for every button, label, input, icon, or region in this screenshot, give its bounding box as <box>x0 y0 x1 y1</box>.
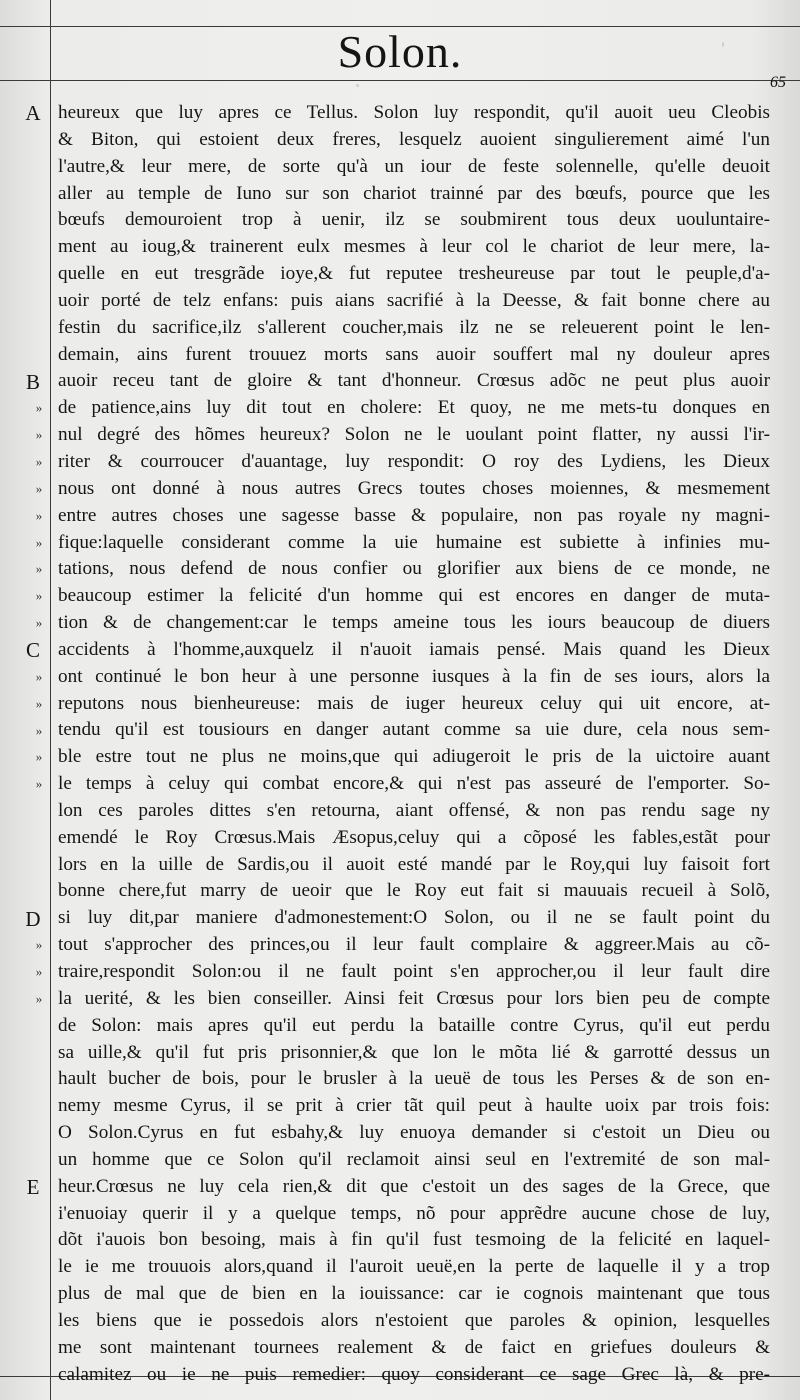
text-line: demain, ains furent trouuez morts sans auoir souffert mal ny douleur apres <box>58 343 770 365</box>
margin-quote-mark: » <box>35 454 43 470</box>
text-line: lors en la uille de Sardis,ou il auoit esté mandé par le Roy,qui luy faisoit fort <box>58 853 770 875</box>
text-line: aller au temple de Iuno sur son chariot trainné par des bœufs, pource que les <box>58 182 770 204</box>
body-text <box>58 100 770 1389</box>
text-line: O Solon.Cyrus en fut esbahy,& luy enuoya demander si c'estoit un Dieu ou <box>58 1122 770 1144</box>
running-head: Solon. <box>337 26 463 77</box>
text-line: calamitez ou ie ne puis remedier: quoy considerant ce sage Grec là, & pre- <box>58 1363 770 1385</box>
margin-quote-mark: » <box>35 964 43 980</box>
text-line: accidents à l'homme,auxquelz il n'auoit iamais pensé. Mais quand les Dieux <box>58 638 770 660</box>
text-line: ble estre tout ne plus ne moins,que qui adiugeroit le pris de la uictoire auant <box>58 746 770 768</box>
text-line: lon ces paroles dittes s'en retourna, aiant offensé, & non pas rendu sage ny <box>58 799 770 821</box>
margin-quote-mark: » <box>35 991 43 1007</box>
text-line: tendu qu'il est tousiours en danger autant comme sa uie dure, cela nous sem- <box>58 719 770 741</box>
text-line: heureux que luy apres ce Tellus. Solon luy respondit, qu'il auoit ueu Cleobis <box>58 102 770 123</box>
text-line: traire,respondit Solon:ou il ne fault point s'en approcher,ou il leur fault dire <box>58 961 770 982</box>
margin-quote-mark: » <box>35 588 43 604</box>
margin-quote-mark: » <box>35 695 43 711</box>
text-line: tations, nous defend de nous confier ou glorifier aux biens de ce monde, ne <box>58 558 770 580</box>
margin-rule <box>50 0 51 1400</box>
margin-quote-mark: » <box>35 507 43 523</box>
text-line: la uerité, & les bien conseiller. Ainsi feit Crœsus pour lors bien peu de compte <box>58 987 770 1009</box>
text-line: fique:laquelle considerant comme la uie humaine est subiette à infinies mu- <box>58 531 770 553</box>
print-speck <box>722 42 724 47</box>
text-line: bœufs demouroient trop à uenir, ilz se soubmirent tous deux uouluntaire- <box>58 209 770 231</box>
print-speck <box>356 84 359 87</box>
text-line: le temps à celuy qui combat encore,& qui n'est pas asseuré de l'emporter. So- <box>58 773 770 795</box>
text-line: hault bucher de bois, pour le brusler à la ueuë de tous les Perses & de son en- <box>58 1068 770 1090</box>
margin-quote-mark: » <box>35 427 43 443</box>
text-line: tion & de changement:car le temps ameine tous les iours beaucoup de diuers <box>58 612 770 634</box>
margin-quote-mark: » <box>35 776 43 792</box>
text-line: auoir receu tant de gloire & tant d'honneur. Crœsus adõc ne peut plus auoir <box>58 370 770 392</box>
margin-quote-mark: » <box>35 561 43 577</box>
margin-quote-mark: » <box>35 668 43 684</box>
margin-section-letter: B <box>25 369 40 394</box>
margin-quote-mark: » <box>35 722 43 738</box>
text-line: l'autre,& leur mere, de sorte qu'à un iour de feste solennelle, qu'elle deuoit <box>58 155 770 177</box>
text-line: festin du sacrifice,ilz s'allerent coucher,mais ilz ne se releuerent point le len- <box>58 316 770 338</box>
margin-section-letter: A <box>25 101 41 125</box>
text-line: nemy mesme Cyrus, il se prit à crier tãt quil peut à haulte uoix par trois fois: <box>58 1095 770 1117</box>
text-line: entre autres choses une sagesse basse & populaire, non pas royale ny magni- <box>58 504 770 526</box>
text-line: heur.Crœsus ne luy cela rien,& dit que c'estoit un des sages de la Grece, que <box>58 1175 770 1197</box>
margin-section-letter: E <box>26 1175 40 1199</box>
text-line: de Solon: mais apres qu'il eut perdu la bataille contre Cyrus, qu'il eut perdu <box>58 1014 770 1036</box>
text-line: ont continué le bon heur à une personne iusques à la fin de ses iours, alors la <box>58 665 770 687</box>
text-line: riter & courroucer d'auantage, luy respondit: O roy des Lydiens, les Dieux <box>58 450 770 472</box>
margin-quote-mark: » <box>35 749 43 765</box>
text-line: bonne chere,fut marry de ueoir que le Roy eut fait si mauuais recueil à Solõ, <box>58 880 770 902</box>
text-line: beaucoup estimer la felicité d'un homme qui est encores en danger de muta- <box>58 585 770 607</box>
text-line: les biens que ie possedois alors n'estoient que paroles & opinion, lesquelles <box>58 1309 770 1331</box>
text-line: sa uille,& qu'il fut pris prisonnier,& que lon le mõta lié & garrotté dessus un <box>58 1041 770 1063</box>
text-line: i'enuoiay querir il y a quelque temps, nõ pour apprẽdre aucune chose de luy, <box>58 1202 770 1224</box>
text-line: quelle en eut tresgrãde ioye,& fut reputee tresheureuse par tout le peuple,d'a- <box>58 263 770 285</box>
margin-quote-mark: » <box>35 534 43 550</box>
text-line: nul degré des hõmes heureux? Solon ne le uoulant point flatter, ny aussi l'ir- <box>58 424 770 446</box>
text-line: dõt i'auois bon besoing, mais à fin qu'il fust tesmoing de la felicité en laquel- <box>58 1229 770 1251</box>
text-line: le ie me trouuois alors,quand il l'auroit ueuë,en la perte de laquelle il y a trop <box>58 1256 770 1278</box>
text-line: reputons nous bienheureuse: mais de iuger heureux celuy qui uit encore, at- <box>58 692 770 714</box>
text-line: ment au ioug,& trainerent eulx mesmes à leur col le chariot de leur mere, la- <box>58 236 770 258</box>
text-line: emendé le Roy Crœsus.Mais Æsopus,celuy qui a cõposé les fables,estãt pour <box>58 826 770 848</box>
text-line: de patience,ains luy dit tout en cholere: Et quoy, ne me mets-tu donques en <box>58 397 770 419</box>
margin-section-letter: C <box>25 638 40 662</box>
margin-section-letter: D <box>25 906 41 931</box>
folio-number: 65 <box>770 74 786 91</box>
margin-quote-mark: » <box>35 480 43 496</box>
text-line: si luy dit,par maniere d'admonestement:O Solon, ou il ne se fault point du <box>58 907 770 929</box>
text-line: uoir porté de telz enfans: puis aians sacrifié à la Deesse, & fait bonne chere au <box>58 289 770 311</box>
margin-quote-mark: » <box>35 400 43 416</box>
text-line: tout s'approcher des princes,ou il leur fault complaire & aggreer.Mais au cõ- <box>58 934 770 956</box>
text-line: & Biton, qui estoient deux freres, lesquelz auoient singulierement aimé l'un <box>58 128 770 150</box>
margin-quote-mark: » <box>35 615 43 631</box>
margin-quote-mark: » <box>35 937 43 953</box>
text-line: plus de mal que de bien en la iouissance: car ie cognois maintenant que tous <box>58 1283 770 1305</box>
text-line: nous ont donné à nous autres Grecs toutes choses moiennes, & mesmement <box>58 477 770 499</box>
text-line: me sont maintenant tournees realement & de faict en griefues douleurs & <box>58 1336 770 1358</box>
text-line: un homme que ce Solon qu'il reclamoit ainsi seul en l'extremité de son mal- <box>58 1148 770 1170</box>
